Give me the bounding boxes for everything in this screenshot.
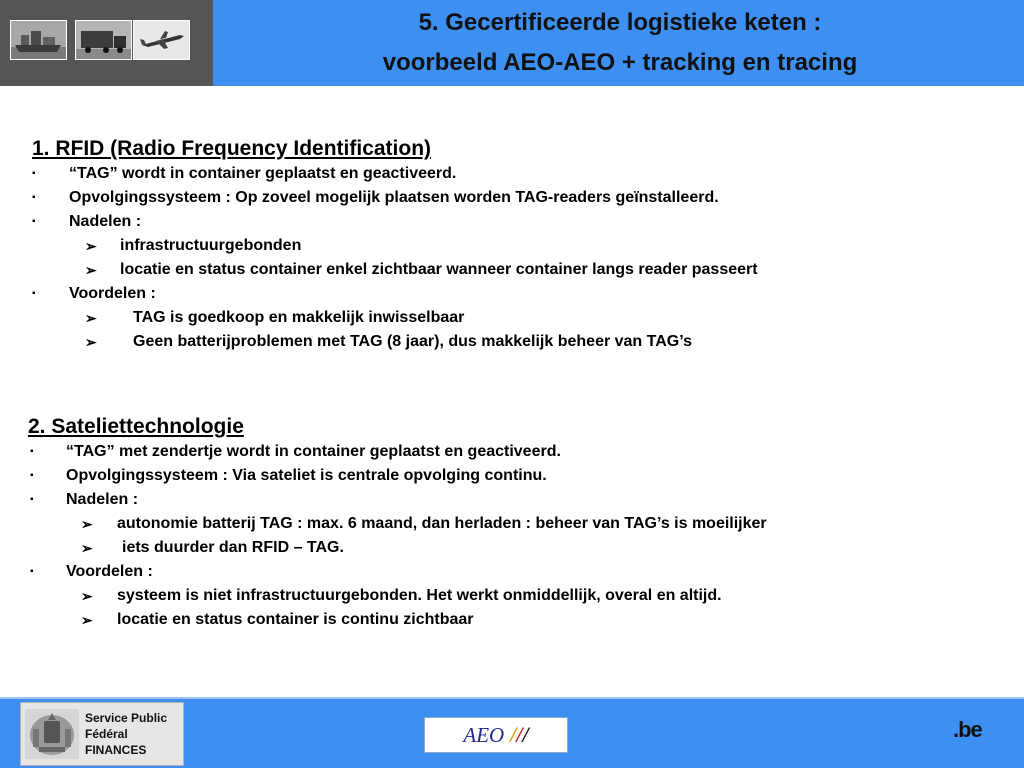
footer-band bbox=[0, 697, 1024, 768]
square-bullet-icon: ▪ bbox=[32, 216, 36, 227]
arrow-bullet-icon: ➢ bbox=[85, 238, 97, 254]
sub-list-item bbox=[32, 330, 758, 354]
sub-list-item-text: iets duurder dan RFID – TAG. bbox=[122, 539, 344, 556]
section-heading: 2. Sateliettechnologie bbox=[28, 415, 244, 438]
truck-icon bbox=[75, 20, 132, 60]
section-rfid bbox=[32, 136, 758, 354]
section-heading: 1. RFID (Radio Frequency Identification) bbox=[32, 137, 432, 160]
sub-list-item bbox=[32, 306, 758, 330]
sub-list-item bbox=[32, 234, 758, 258]
square-bullet-icon: ▪ bbox=[30, 566, 34, 577]
sub-list-item-text: TAG is goedkoop en makkelijk inwisselbaar bbox=[133, 309, 465, 326]
square-bullet-icon: ▪ bbox=[32, 168, 36, 179]
list-item-text: Voordelen : bbox=[66, 563, 153, 580]
list-item bbox=[28, 464, 767, 488]
sub-list-item bbox=[32, 258, 758, 282]
slide-title-line1: 5. Gecertificeerde logistieke keten : bbox=[418, 9, 822, 36]
square-bullet-icon: ▪ bbox=[30, 494, 34, 505]
list-item bbox=[28, 488, 767, 512]
spf-finances-logo bbox=[20, 702, 184, 766]
list-item-text: Voordelen : bbox=[69, 285, 156, 302]
arrow-bullet-icon: ➢ bbox=[85, 262, 97, 278]
list-item-text: Nadelen : bbox=[69, 213, 142, 230]
transport-photo-strip bbox=[0, 0, 213, 86]
aeo-label: AEO bbox=[463, 723, 505, 747]
sub-list-item-text: infrastructuurgebonden bbox=[120, 237, 302, 254]
list-item-text: Opvolgingssysteem : Via sateliet is centrale opvolging continu. bbox=[66, 467, 547, 484]
airplane-icon bbox=[133, 20, 190, 60]
sub-list-item-text: Geen batterijproblemen met TAG (8 jaar), dus makkelijk beheer van TAG’s bbox=[133, 333, 692, 350]
square-bullet-icon: ▪ bbox=[32, 288, 36, 299]
list-item bbox=[28, 440, 767, 464]
arrow-bullet-icon: ➢ bbox=[81, 588, 93, 604]
arrow-bullet-icon: ➢ bbox=[85, 334, 97, 350]
sub-list-item-text: autonomie batterij TAG : max. 6 maand, dan herladen : beheer van TAG’s is moeilijker bbox=[117, 515, 767, 532]
list-item-text: Nadelen : bbox=[66, 491, 139, 508]
sub-list-item bbox=[28, 584, 767, 608]
section-satellite bbox=[28, 414, 767, 632]
sub-list-item-text: systeem is niet infrastructuurgebonden. Het werkt onmiddellijk, overal en altijd. bbox=[117, 587, 722, 604]
slide-title-line2: voorbeeld AEO-AEO + tracking en tracing bbox=[382, 49, 858, 76]
logo-line: FINANCES bbox=[85, 743, 147, 757]
sub-list-item bbox=[28, 608, 767, 632]
list-item-text: “TAG” wordt in container geplaatst en geactiveerd. bbox=[69, 165, 457, 182]
list-item-text: “TAG” met zendertje wordt in container geplaatst en geactiveerd. bbox=[66, 443, 561, 460]
list-item bbox=[28, 560, 767, 584]
square-bullet-icon: ▪ bbox=[30, 446, 34, 457]
sub-list-item-text: locatie en status container enkel zichtbaar wanneer container langs reader passeert bbox=[120, 261, 758, 278]
arrow-bullet-icon: ➢ bbox=[85, 310, 97, 326]
sub-list-item bbox=[28, 512, 767, 536]
list-item bbox=[32, 186, 758, 210]
list-item bbox=[32, 210, 758, 234]
square-bullet-icon: ▪ bbox=[32, 192, 36, 203]
aeo-slashes: /// bbox=[510, 722, 529, 747]
list-item-text: Opvolgingssysteem : Op zoveel mogelijk plaatsen worden TAG-readers geïnstalleerd. bbox=[69, 189, 719, 206]
list-item bbox=[32, 162, 758, 186]
arrow-bullet-icon: ➢ bbox=[81, 540, 93, 556]
belgian-coat-of-arms-icon bbox=[25, 709, 79, 759]
arrow-bullet-icon: ➢ bbox=[81, 516, 93, 532]
sub-list-item bbox=[28, 536, 767, 560]
header-band bbox=[0, 0, 1024, 86]
logo-line: Service Public bbox=[85, 711, 168, 725]
ship-icon bbox=[10, 20, 67, 60]
arrow-bullet-icon: ➢ bbox=[81, 612, 93, 628]
sub-list-item-text: locatie en status container is continu zichtbaar bbox=[117, 611, 474, 628]
square-bullet-icon: ▪ bbox=[30, 470, 34, 481]
logo-text bbox=[85, 710, 167, 758]
list-item bbox=[32, 282, 758, 306]
be-domain-logo: .be bbox=[953, 717, 982, 742]
aeo-logo bbox=[424, 717, 568, 753]
logo-line: Fédéral bbox=[85, 727, 128, 741]
